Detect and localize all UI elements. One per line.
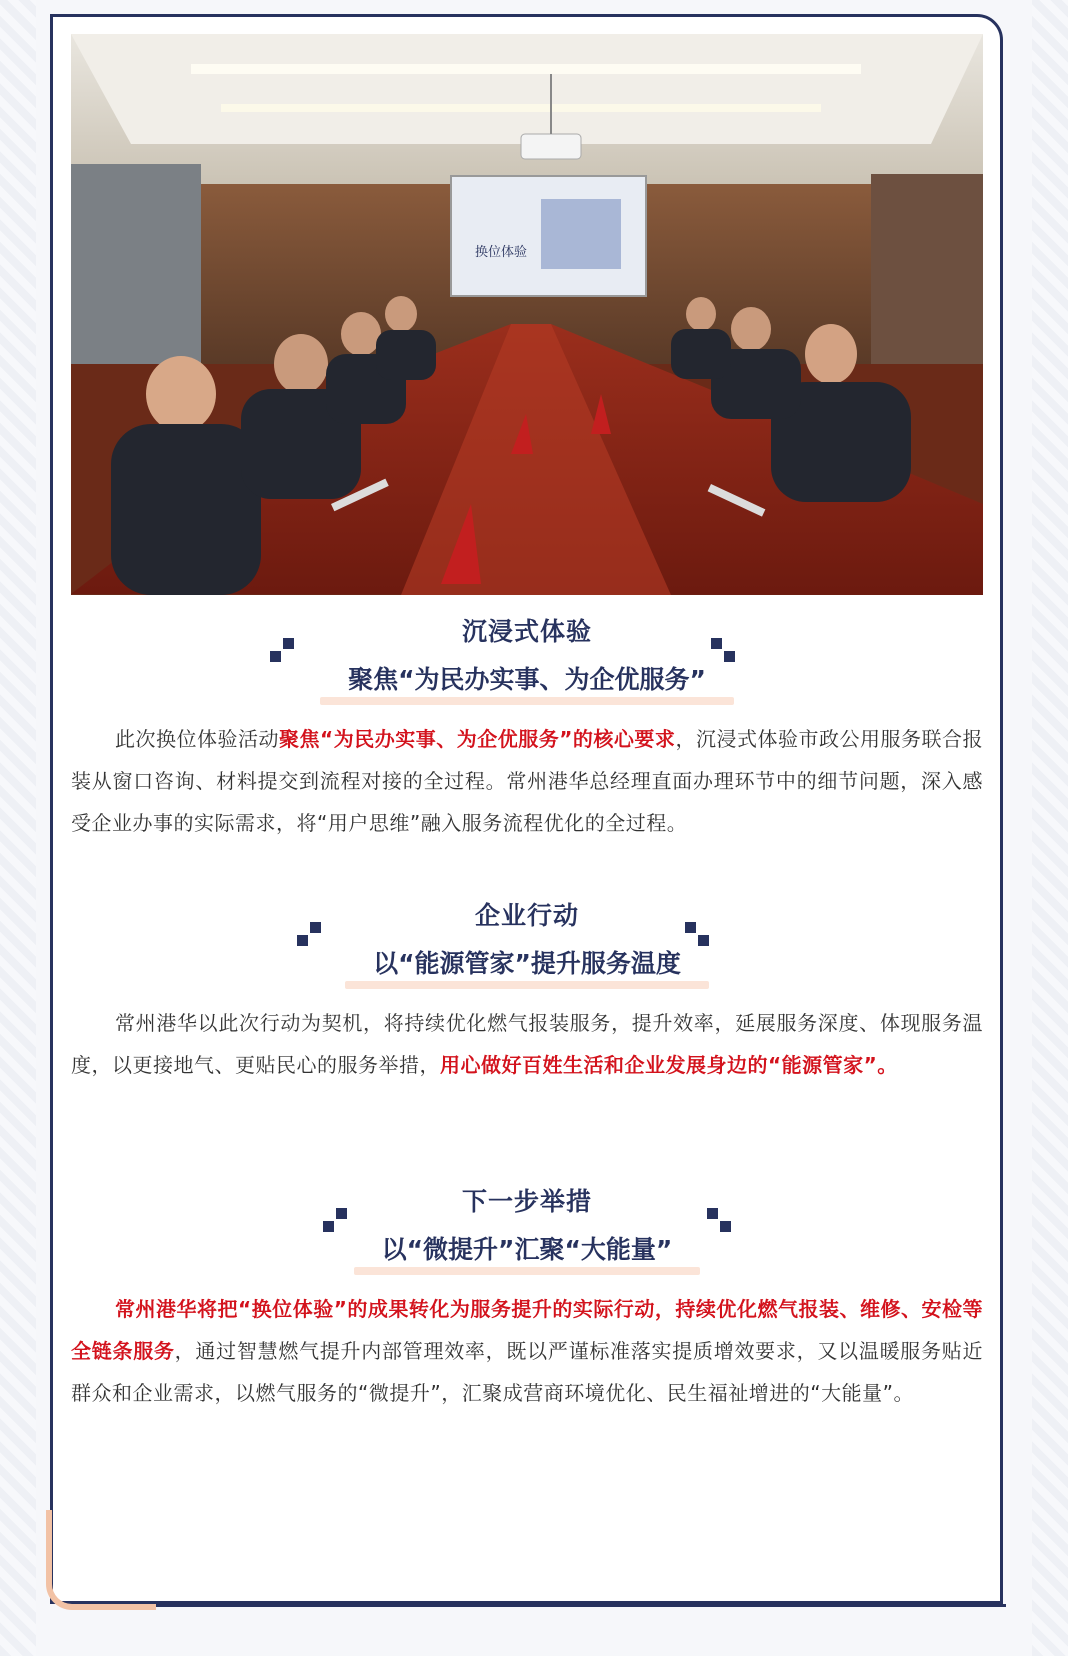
square-pattern-icon (323, 1208, 347, 1232)
section-paragraph: 此次换位体验活动聚焦“为民办实事、为企优服务”的核心要求，沉浸式体验市政公用服务联合报装从窗口咨询、材料提交到流程对接的全过程。常州港华总经理直面办理环节中的细节问题，深入感受企业办事的实际需求，将“用户思维”融入服务流程优化的全过程。 (71, 727, 984, 835)
section-paragraph: 常州港华以此次行动为契机，将持续优化燃气报装服务，提升效率，延展服务深度、体现服务温度，以更接地气、更贴民心的服务举措，用心做好百姓生活和企业发展身边的“能源管家”。 (71, 1011, 983, 1077)
square-pattern-icon (297, 922, 321, 946)
section-paragraph: 常州港华将把“换位体验”的成果转化为服务提升的实际行动，持续优化燃气报装、维修、安检等全链条服务，通过智慧燃气提升内部管理效率，既以严谨标准落实提质增效要求，又以温暖服务贴近群众和企业需求，以燃气服务的“微提升”，汇聚成营商环境优化、民生福祉增进的“大能量”。 (71, 1297, 984, 1405)
meeting-photo (71, 34, 983, 595)
section-next-steps (71, 1182, 983, 1414)
section-header (71, 612, 983, 720)
section-subtitle: 以“能源管家”提升服务温度 (71, 944, 983, 980)
background-pattern-left (0, 0, 36, 1656)
background-pattern-right (1032, 0, 1068, 1656)
frame-bottom-border (156, 1604, 1006, 1607)
section-subtitle: 聚焦“为民办实事、为企优服务” (71, 660, 983, 696)
section-subtitle: 以“微提升”汇聚“大能量” (71, 1230, 983, 1266)
section-enterprise-action (71, 896, 983, 1086)
square-pattern-icon (685, 922, 709, 946)
square-pattern-icon (711, 638, 735, 662)
section-header (71, 1182, 983, 1290)
section-immersive (71, 612, 983, 844)
square-pattern-icon (270, 638, 294, 662)
screen-text: 换位体验 (475, 245, 528, 260)
section-title: 企业行动 (474, 901, 579, 930)
section-header (71, 896, 983, 1004)
section-title: 下一步举措 (461, 1187, 592, 1216)
frame-corner-accent (46, 1510, 156, 1610)
section-title: 沉浸式体验 (461, 617, 592, 646)
square-pattern-icon (707, 1208, 731, 1232)
